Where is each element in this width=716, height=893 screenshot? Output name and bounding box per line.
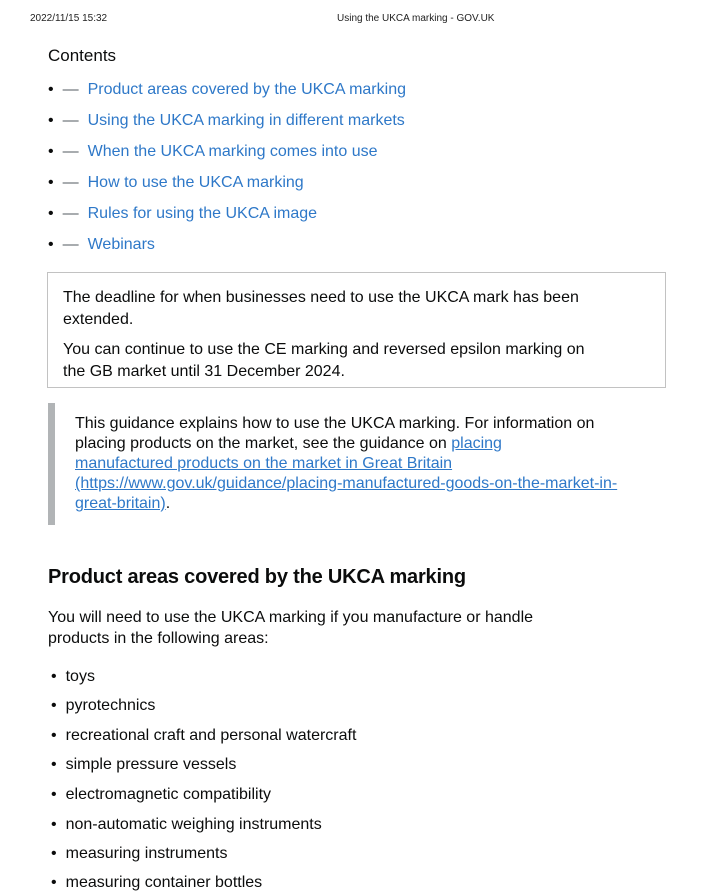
placing-manufactured-products-link[interactable]: manufactured products on the market in Great Britain — [75, 455, 453, 472]
dash-marker: — — [62, 81, 79, 98]
toc-link-product-areas[interactable]: Product areas covered by the UKCA marking — [87, 81, 406, 98]
dash-marker: — — [62, 205, 79, 222]
inset-text-segment: placing products on the market, see the guidance on — [75, 435, 452, 452]
bullet-marker: • — [48, 81, 54, 98]
list-item — [51, 844, 227, 864]
notice-text-line: The deadline for when businesses need to use the UKCA mark has been — [63, 289, 579, 306]
guidance-inset — [75, 414, 617, 514]
toc-item — [48, 141, 378, 163]
intro-text-line: products in the following areas: — [48, 630, 269, 647]
inset-text-line — [75, 434, 617, 454]
dash-marker: — — [62, 143, 79, 160]
sentence-period: . — [165, 495, 171, 512]
list-item-label: simple pressure vessels — [65, 756, 237, 773]
list-item-label: non-automatic weighing instruments — [65, 816, 322, 833]
section-intro — [48, 607, 533, 649]
list-item — [51, 667, 95, 687]
list-item — [51, 726, 356, 746]
bullet-marker: • — [51, 874, 57, 891]
toc-item — [48, 234, 155, 256]
dash-marker: — — [62, 236, 79, 253]
list-item-label: recreational craft and personal watercraft — [65, 727, 357, 744]
list-item — [51, 755, 236, 775]
placing-manufactured-products-link-url[interactable]: (https://www.gov.uk/guidance/placing-manufactured-goods-on-the-market-in- — [75, 475, 618, 492]
placing-manufactured-products-link[interactable]: placing — [451, 435, 502, 452]
bullet-marker: • — [48, 112, 54, 129]
bullet-marker: • — [48, 205, 54, 222]
bullet-marker: • — [51, 756, 57, 773]
inset-text-line — [75, 494, 617, 514]
contents-heading: Contents — [48, 46, 117, 65]
list-item — [51, 815, 322, 835]
list-item-label: pyrotechnics — [65, 697, 156, 714]
toc-link-different-markets[interactable]: Using the UKCA marking in different markets — [87, 112, 405, 129]
list-item-label: measuring container bottles — [65, 874, 263, 891]
bullet-marker: • — [48, 236, 54, 253]
bullet-marker: • — [48, 174, 54, 191]
print-page-title: Using the UKCA marking - GOV.UK — [337, 13, 495, 24]
toc-link-webinars[interactable]: Webinars — [87, 236, 155, 253]
bullet-marker: • — [51, 697, 57, 714]
dash-marker: — — [62, 174, 79, 191]
list-item — [51, 873, 262, 893]
deadline-notice-box — [47, 272, 666, 388]
bullet-marker: • — [51, 668, 57, 685]
bullet-marker: • — [51, 786, 57, 803]
list-item — [51, 785, 271, 805]
list-item-label: measuring instruments — [65, 845, 228, 862]
bullet-marker: • — [51, 816, 57, 833]
list-item — [51, 696, 155, 716]
list-item-label: electromagnetic compatibility — [65, 786, 272, 803]
bullet-marker: • — [48, 143, 54, 160]
notice-text-line: extended. — [63, 311, 134, 328]
intro-text-line: You will need to use the UKCA marking if you manufacture or handle — [48, 609, 534, 626]
toc-item — [48, 203, 317, 225]
notice-text-line: You can continue to use the CE marking and reversed epsilon marking on — [63, 341, 585, 358]
inset-text-line — [75, 474, 617, 494]
toc-link-how-to-use[interactable]: How to use the UKCA marking — [87, 174, 304, 191]
print-timestamp: 2022/11/15 15:32 — [30, 13, 108, 24]
toc-item — [48, 172, 304, 194]
inset-text-line — [75, 454, 617, 474]
bullet-marker: • — [51, 727, 57, 744]
toc-link-comes-into-use[interactable]: When the UKCA marking comes into use — [87, 143, 378, 160]
toc-link-rules-ukca-image[interactable]: Rules for using the UKCA image — [87, 205, 318, 222]
toc-item — [48, 110, 405, 132]
inset-text-line: This guidance explains how to use the UKCA marking. For information on — [75, 415, 595, 432]
dash-marker: — — [62, 112, 79, 129]
list-item-label: toys — [65, 668, 95, 685]
section-heading-product-areas: Product areas covered by the UKCA marking — [48, 566, 466, 588]
inset-left-border — [48, 403, 55, 525]
toc-item — [48, 79, 406, 101]
notice-text-line: the GB market until 31 December 2024. — [63, 363, 345, 380]
placing-manufactured-products-link-url[interactable]: great-britain) — [75, 495, 166, 512]
bullet-marker: • — [51, 845, 57, 862]
